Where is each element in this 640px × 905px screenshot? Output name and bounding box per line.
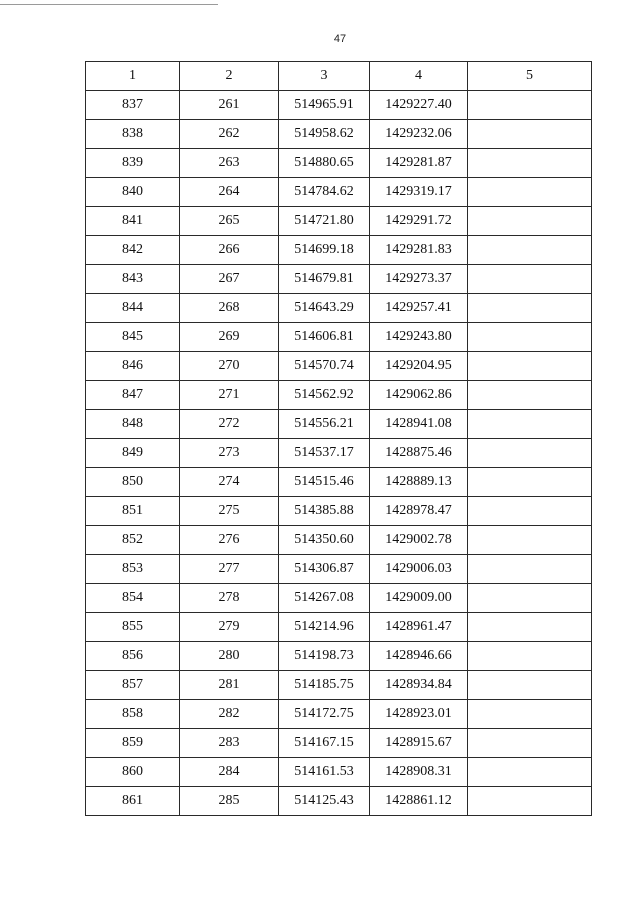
note-cell: [468, 323, 592, 352]
point-number-cell: 281: [180, 671, 279, 700]
point-number-cell: 264: [180, 178, 279, 207]
point-number-cell: 275: [180, 497, 279, 526]
table-row: [86, 323, 592, 352]
x-coordinate-cell: 514198.73: [279, 642, 370, 671]
y-coordinate-cell: 1428923.01: [370, 700, 468, 729]
x-coordinate-cell: 514679.81: [279, 265, 370, 294]
table-row: [86, 236, 592, 265]
table-row: [86, 555, 592, 584]
note-cell: [468, 352, 592, 381]
x-coordinate-cell: 514214.96: [279, 613, 370, 642]
table-row: [86, 700, 592, 729]
note-cell: [468, 613, 592, 642]
point-number-cell: 270: [180, 352, 279, 381]
header-cell-col4: 4: [370, 62, 468, 91]
y-coordinate-cell: 1429291.72: [370, 207, 468, 236]
point-number-cell: 266: [180, 236, 279, 265]
row-number-cell: 844: [86, 294, 180, 323]
note-cell: [468, 410, 592, 439]
table-row: [86, 149, 592, 178]
table-row: [86, 265, 592, 294]
point-number-cell: 269: [180, 323, 279, 352]
y-coordinate-cell: 1428961.47: [370, 613, 468, 642]
point-number-cell: 280: [180, 642, 279, 671]
y-coordinate-cell: 1428978.47: [370, 497, 468, 526]
row-number-cell: 853: [86, 555, 180, 584]
note-cell: [468, 236, 592, 265]
table-row: [86, 497, 592, 526]
row-number-cell: 852: [86, 526, 180, 555]
row-number-cell: 854: [86, 584, 180, 613]
y-coordinate-cell: 1429257.41: [370, 294, 468, 323]
point-number-cell: 271: [180, 381, 279, 410]
coordinates-table-container: [85, 61, 592, 816]
point-number-cell: 265: [180, 207, 279, 236]
point-number-cell: 276: [180, 526, 279, 555]
header-cell-col2: 2: [180, 62, 279, 91]
table-row: [86, 381, 592, 410]
y-coordinate-cell: 1429281.87: [370, 149, 468, 178]
x-coordinate-cell: 514556.21: [279, 410, 370, 439]
table-row: [86, 91, 592, 120]
row-number-cell: 839: [86, 149, 180, 178]
note-cell: [468, 642, 592, 671]
note-cell: [468, 555, 592, 584]
table-row: [86, 178, 592, 207]
note-cell: [468, 787, 592, 816]
row-number-cell: 858: [86, 700, 180, 729]
table-row: [86, 758, 592, 787]
note-cell: [468, 381, 592, 410]
note-cell: [468, 91, 592, 120]
x-coordinate-cell: 514537.17: [279, 439, 370, 468]
x-coordinate-cell: 514267.08: [279, 584, 370, 613]
row-number-cell: 851: [86, 497, 180, 526]
header-cell-col1: 1: [86, 62, 180, 91]
table-row: [86, 642, 592, 671]
x-coordinate-cell: 514784.62: [279, 178, 370, 207]
table-row: [86, 526, 592, 555]
x-coordinate-cell: 514350.60: [279, 526, 370, 555]
point-number-cell: 268: [180, 294, 279, 323]
y-coordinate-cell: 1428915.67: [370, 729, 468, 758]
table-row: [86, 120, 592, 149]
y-coordinate-cell: 1429062.86: [370, 381, 468, 410]
x-coordinate-cell: 514167.15: [279, 729, 370, 758]
table-row: [86, 584, 592, 613]
scan-edge-line: [0, 4, 218, 5]
point-number-cell: 274: [180, 468, 279, 497]
x-coordinate-cell: 514643.29: [279, 294, 370, 323]
x-coordinate-cell: 514185.75: [279, 671, 370, 700]
y-coordinate-cell: 1429006.03: [370, 555, 468, 584]
table-row: [86, 294, 592, 323]
x-coordinate-cell: 514562.92: [279, 381, 370, 410]
row-number-cell: 845: [86, 323, 180, 352]
point-number-cell: 261: [180, 91, 279, 120]
x-coordinate-cell: 514172.75: [279, 700, 370, 729]
row-number-cell: 849: [86, 439, 180, 468]
table-row: [86, 468, 592, 497]
row-number-cell: 843: [86, 265, 180, 294]
table-row: [86, 410, 592, 439]
point-number-cell: 277: [180, 555, 279, 584]
header-cell-col3: 3: [279, 62, 370, 91]
row-number-cell: 842: [86, 236, 180, 265]
point-number-cell: 272: [180, 410, 279, 439]
note-cell: [468, 758, 592, 787]
x-coordinate-cell: 514721.80: [279, 207, 370, 236]
point-number-cell: 267: [180, 265, 279, 294]
table-row: [86, 787, 592, 816]
x-coordinate-cell: 514570.74: [279, 352, 370, 381]
y-coordinate-cell: 1428941.08: [370, 410, 468, 439]
row-number-cell: 856: [86, 642, 180, 671]
y-coordinate-cell: 1428908.31: [370, 758, 468, 787]
y-coordinate-cell: 1429009.00: [370, 584, 468, 613]
note-cell: [468, 149, 592, 178]
row-number-cell: 848: [86, 410, 180, 439]
row-number-cell: 860: [86, 758, 180, 787]
y-coordinate-cell: 1429273.37: [370, 265, 468, 294]
note-cell: [468, 207, 592, 236]
note-cell: [468, 439, 592, 468]
note-cell: [468, 671, 592, 700]
row-number-cell: 850: [86, 468, 180, 497]
note-cell: [468, 468, 592, 497]
note-cell: [468, 584, 592, 613]
table-row: [86, 729, 592, 758]
point-number-cell: 283: [180, 729, 279, 758]
row-number-cell: 855: [86, 613, 180, 642]
note-cell: [468, 120, 592, 149]
y-coordinate-cell: 1428934.84: [370, 671, 468, 700]
x-coordinate-cell: 514880.65: [279, 149, 370, 178]
row-number-cell: 837: [86, 91, 180, 120]
row-number-cell: 861: [86, 787, 180, 816]
table-row: [86, 352, 592, 381]
row-number-cell: 847: [86, 381, 180, 410]
table-body: [86, 91, 592, 816]
x-coordinate-cell: 514958.62: [279, 120, 370, 149]
coordinates-table: [85, 61, 592, 816]
y-coordinate-cell: 1429002.78: [370, 526, 468, 555]
y-coordinate-cell: 1428889.13: [370, 468, 468, 497]
x-coordinate-cell: 514161.53: [279, 758, 370, 787]
row-number-cell: 857: [86, 671, 180, 700]
row-number-cell: 838: [86, 120, 180, 149]
x-coordinate-cell: 514515.46: [279, 468, 370, 497]
y-coordinate-cell: 1429243.80: [370, 323, 468, 352]
row-number-cell: 840: [86, 178, 180, 207]
table-row: [86, 671, 592, 700]
table-row: [86, 613, 592, 642]
page-number: 47: [333, 33, 347, 45]
row-number-cell: 846: [86, 352, 180, 381]
row-number-cell: 841: [86, 207, 180, 236]
y-coordinate-cell: 1429204.95: [370, 352, 468, 381]
x-coordinate-cell: 514125.43: [279, 787, 370, 816]
y-coordinate-cell: 1428861.12: [370, 787, 468, 816]
x-coordinate-cell: 514699.18: [279, 236, 370, 265]
note-cell: [468, 700, 592, 729]
header-row: [86, 62, 592, 91]
x-coordinate-cell: 514965.91: [279, 91, 370, 120]
note-cell: [468, 294, 592, 323]
y-coordinate-cell: 1429281.83: [370, 236, 468, 265]
y-coordinate-cell: 1428946.66: [370, 642, 468, 671]
point-number-cell: 282: [180, 700, 279, 729]
table-header: [86, 62, 592, 91]
note-cell: [468, 497, 592, 526]
header-cell-col5: 5: [468, 62, 592, 91]
point-number-cell: 278: [180, 584, 279, 613]
table-row: [86, 439, 592, 468]
note-cell: [468, 729, 592, 758]
point-number-cell: 262: [180, 120, 279, 149]
note-cell: [468, 526, 592, 555]
point-number-cell: 285: [180, 787, 279, 816]
x-coordinate-cell: 514606.81: [279, 323, 370, 352]
y-coordinate-cell: 1429227.40: [370, 91, 468, 120]
x-coordinate-cell: 514306.87: [279, 555, 370, 584]
point-number-cell: 273: [180, 439, 279, 468]
x-coordinate-cell: 514385.88: [279, 497, 370, 526]
table-row: [86, 207, 592, 236]
y-coordinate-cell: 1429232.06: [370, 120, 468, 149]
note-cell: [468, 178, 592, 207]
point-number-cell: 279: [180, 613, 279, 642]
point-number-cell: 284: [180, 758, 279, 787]
note-cell: [468, 265, 592, 294]
y-coordinate-cell: 1428875.46: [370, 439, 468, 468]
y-coordinate-cell: 1429319.17: [370, 178, 468, 207]
point-number-cell: 263: [180, 149, 279, 178]
row-number-cell: 859: [86, 729, 180, 758]
